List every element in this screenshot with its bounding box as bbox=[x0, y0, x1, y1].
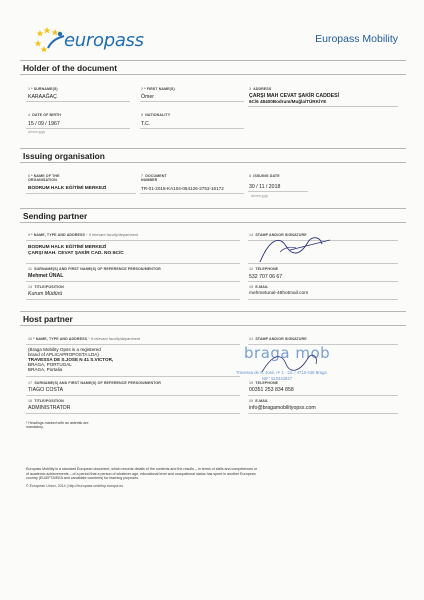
issuing-section-header: Issuing organisation bbox=[20, 148, 406, 163]
divider bbox=[248, 395, 398, 396]
divider bbox=[26, 344, 240, 345]
host-stamp-nif: NIF: 510442927 bbox=[262, 376, 293, 381]
sending-ref-value: Mehmet ÜNAL bbox=[28, 273, 64, 279]
host-name-line-3: TRAVESSA DE S.JOSE N 41 S.VICTOR, bbox=[28, 357, 114, 362]
host-name-label: 16* NAME, TYPE AND ADDRESS * If relevant faculty/department bbox=[28, 337, 141, 341]
first-name-label: 2* FIRST NAME(S) bbox=[141, 87, 175, 91]
document-number-label: 7 DOCUMENT NUMBER bbox=[141, 174, 167, 183]
organisation-value: BODRUM HALK EĞİTİMİ MERKEZİ bbox=[28, 186, 107, 191]
nationality-label: 5 NATIONALITY bbox=[141, 113, 171, 117]
sending-phone-label: 12 TELEPHONE bbox=[249, 267, 279, 271]
divider bbox=[26, 101, 130, 102]
divider bbox=[248, 106, 398, 107]
sending-email-value: mehmetunal-48hotmail.com bbox=[249, 291, 309, 296]
mandatory-note: * Headings marked with an asterisk are mandatory. bbox=[26, 421, 89, 430]
host-name-line-4: BRAGA, PORTUGAL bbox=[28, 362, 72, 367]
nationality-value: T.C. bbox=[141, 121, 151, 127]
host-phone-label: 19 TELEPHONE bbox=[249, 381, 279, 385]
surname-label: 1* SURNAME(S) bbox=[28, 87, 58, 91]
address-label: 3 ADDRESS bbox=[249, 87, 272, 91]
divider bbox=[26, 299, 240, 300]
divider bbox=[248, 263, 398, 264]
date-format-hint: dd mm yyyy bbox=[251, 194, 269, 198]
host-section-header: Host partner bbox=[20, 311, 406, 326]
host-phone-value: 00351 253 834 858 bbox=[249, 387, 294, 393]
host-stamp bbox=[236, 346, 396, 386]
divider bbox=[26, 395, 240, 396]
divider bbox=[248, 191, 308, 192]
sending-title-label: 13 TITLE/POSITION bbox=[28, 285, 64, 289]
surname-value: KARAAĞAÇ bbox=[28, 94, 57, 100]
europass-stars-icon bbox=[34, 26, 68, 52]
europass-description: Europass Mobility is a standard European document, which records details of the contents and the results – in terms of skills and competences or of academic achievements – of a period that a person of whatever age, educational level and occupational status has spent in another European country (EU/EFTA/EEA and candidate countries) for learning purposes. bbox=[26, 467, 258, 481]
host-title-label: 18 TITLE/POSITION bbox=[28, 399, 64, 403]
divider bbox=[26, 413, 240, 414]
sending-name-line-1: BODRUM HALK EĞİTİMİ MERKEZİ bbox=[28, 245, 107, 250]
divider bbox=[140, 128, 244, 129]
europass-logo bbox=[34, 26, 164, 52]
divider bbox=[248, 413, 398, 414]
issuing-date-value: 30 / 11 / 2018 bbox=[249, 184, 281, 190]
host-ref-value: TIAGO COSTA bbox=[28, 387, 64, 393]
host-stamp-label: 21 STAMP AND/OR SIGNATURE bbox=[249, 337, 307, 341]
divider bbox=[26, 281, 240, 282]
date-of-birth-label: 4 DATE OF BIRTH bbox=[28, 113, 62, 117]
divider bbox=[248, 281, 398, 282]
host-name-line-2: brand of APLICAPROPOSTA LDA) bbox=[28, 352, 99, 357]
divider bbox=[26, 193, 136, 194]
europass-wordmark: europass bbox=[64, 30, 144, 51]
sending-name-label: 9* NAME, TYPE AND ADDRESS * If relevant faculty/department bbox=[28, 233, 139, 237]
address-line-1: ÇARŞI MAH CEVAT ŞAKİR CADDESİ bbox=[249, 93, 340, 99]
sending-stamp-label: 14 STAMP AND/OR SIGNATURE bbox=[249, 233, 307, 237]
divider bbox=[26, 263, 240, 264]
host-stamp-logo: braga mob bbox=[244, 344, 331, 362]
host-email-label: 20 E-MAIL bbox=[249, 399, 269, 403]
host-ref-label: 17 SURNAME(S) AND FIRST NAME(S) OF REFERENCE PERSON/MENTOR bbox=[28, 381, 162, 385]
document-title: Europass Mobility bbox=[315, 33, 398, 45]
divider bbox=[26, 128, 130, 129]
address-line-2: 6C/6 48400Bodrum/Muğla/TÜRKİYE bbox=[249, 99, 327, 104]
first-name-value: Ömer bbox=[141, 94, 154, 100]
sending-ref-label: 11 SURNAME(S) AND FIRST NAME(S) OF REFERENCE PERSON/MENTOR bbox=[28, 267, 161, 271]
copyright-notice: © European Union, 2014 | http://europass.cedefop.europa.eu bbox=[26, 484, 124, 488]
host-stamp-address: Travessa de S. José, nº 1 - 2o. / 4710-438 Braga bbox=[236, 370, 327, 375]
divider bbox=[26, 240, 240, 241]
host-title-value: ADMINISTRATOR bbox=[28, 405, 71, 411]
sending-email-label: 15 E-MAIL bbox=[249, 285, 269, 289]
host-name-line-5: BRAGA, Portalia bbox=[28, 367, 63, 372]
sending-phone-value: 532 707 06 67 bbox=[249, 274, 283, 280]
host-name-line-1: (Braga Mobility Opss is a registered bbox=[28, 347, 101, 352]
date-of-birth-value: 15 / 09 / 1967 bbox=[28, 121, 60, 127]
document-number-value: TR-01-2018-KA104-054126-2753-16172 bbox=[141, 186, 224, 191]
date-format-hint: dd mm yyyy bbox=[28, 130, 46, 134]
divider bbox=[140, 101, 244, 102]
sending-name-line-2: ÇARŞI MAH. CEVAT ŞAKİR CAD. NO:6C/C bbox=[28, 251, 124, 256]
host-signature bbox=[256, 350, 336, 378]
host-email-value: info@bragamobilityopss.com bbox=[249, 405, 316, 411]
divider bbox=[140, 193, 244, 194]
sending-section-header: Sending partner bbox=[20, 208, 406, 223]
organisation-label: 6* NAME OF THE ORGANISATION bbox=[28, 174, 60, 183]
divider bbox=[26, 376, 240, 377]
divider bbox=[248, 299, 398, 300]
sending-title-value: Kurum Müdürü bbox=[28, 291, 63, 297]
holder-section-header: Holder of the document bbox=[20, 60, 406, 75]
issuing-date-label: 8 ISSUING DATE bbox=[249, 174, 280, 178]
